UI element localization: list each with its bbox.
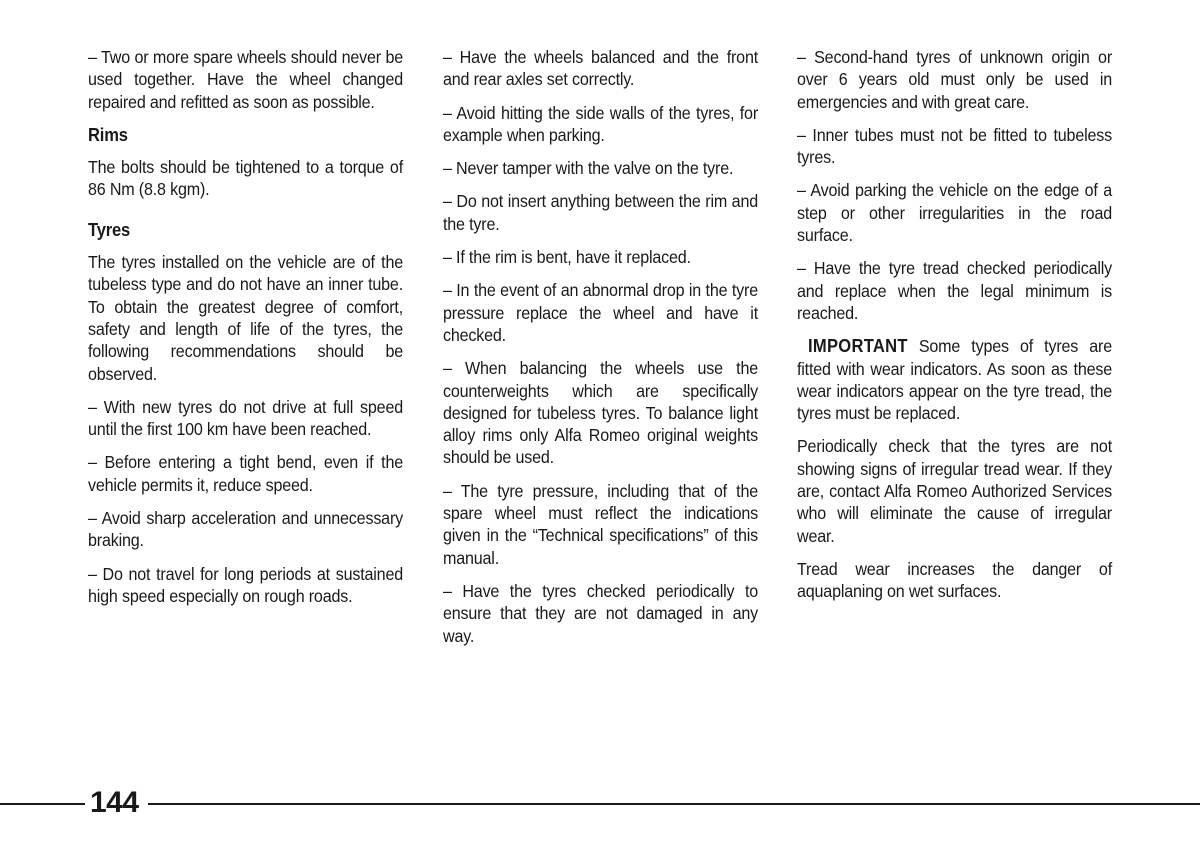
paragraph: – Do not travel for long periods at sustained high speed especially on rough roads. [88,563,403,606]
page-number: 144 [90,786,139,819]
footer-rule-right [148,803,1200,805]
paragraph: Tread wear increases the danger of aquaplaning on wet surfaces. [797,558,1112,602]
important-text: Some types of tyres are fitted with wear indicators. As soon as these wear indicators appear on the tyre tread, the tyres must be replaced. [797,336,1112,424]
heading-rims: Rims [88,124,128,145]
page-footer [0,786,1200,826]
paragraph: – Do not insert anything between the rim and the tyre. [443,191,758,234]
paragraph: – Have the tyre tread checked periodically and replace when the legal minimum is reached. [797,258,1112,323]
paragraph: – Second-hand tyres of unknown origin or over 6 years old must only be used in emergencies and with great care. [797,47,1112,112]
paragraph: – Have the tyres checked periodically to ensure that they are not damaged in any way. [443,580,758,646]
paragraph: The bolts should be tightened to a torque of 86 Nm (8.8 kgm). [88,157,403,200]
paragraph: – Two or more spare wheels should never be used together. Have the wheel changed repaired and refitted as soon as possible. [88,47,403,112]
paragraph: Periodically check that the tyres are not showing signs of irregular tread wear. If they are, contact Alfa Romeo Authorized Services who will eliminate the cause of irregular wear. [797,436,1112,546]
paragraph: – The tyre pressure, including that of the spare wheel must reflect the indications given in the “Technical specifications” of this manual. [443,480,758,568]
important-label: IMPORTANT [808,336,908,357]
footer-rule-left [0,803,85,805]
paragraph: – In the event of an abnormal drop in the tyre pressure replace the wheel and have it checked. [443,280,758,345]
paragraph: – If the rim is bent, have it replaced. [443,247,691,268]
paragraph: – Have the wheels balanced and the front and rear axles set correctly. [443,47,758,90]
paragraph: – With new tyres do not drive at full speed until the first 100 km have been reached. [88,396,403,440]
text-column-1 [88,46,403,618]
heading-tyres: Tyres [88,219,131,240]
paragraph: – Never tamper with the valve on the tyre. [443,158,734,179]
paragraph: – Inner tubes must not be fitted to tubeless tyres. [797,124,1112,168]
text-column-2 [443,46,758,658]
paragraph: – Avoid hitting the side walls of the tyres, for example when parking. [443,102,758,145]
paragraph: The tyres installed on the vehicle are of the tubeless type and do not have an inner tube. To obtain the greatest degree of comfort, safety and length of life of the tyres, the following recommendations should be observed. [88,252,403,384]
paragraph: – Before entering a tight bend, even if the vehicle permits it, reduce speed. [88,452,403,495]
paragraph: – Avoid parking the vehicle on the edge of a step or other irregularities in the road surface. [797,180,1112,246]
important-note [797,335,1112,424]
text-column-3 [797,46,1112,614]
paragraph: – When balancing the wheels use the counterweights which are specifically designed for tubeless tyres. To balance light alloy rims only Alfa Romeo original weights should be used. [443,358,758,468]
paragraph: – Avoid sharp acceleration and unnecessary braking. [88,508,403,551]
